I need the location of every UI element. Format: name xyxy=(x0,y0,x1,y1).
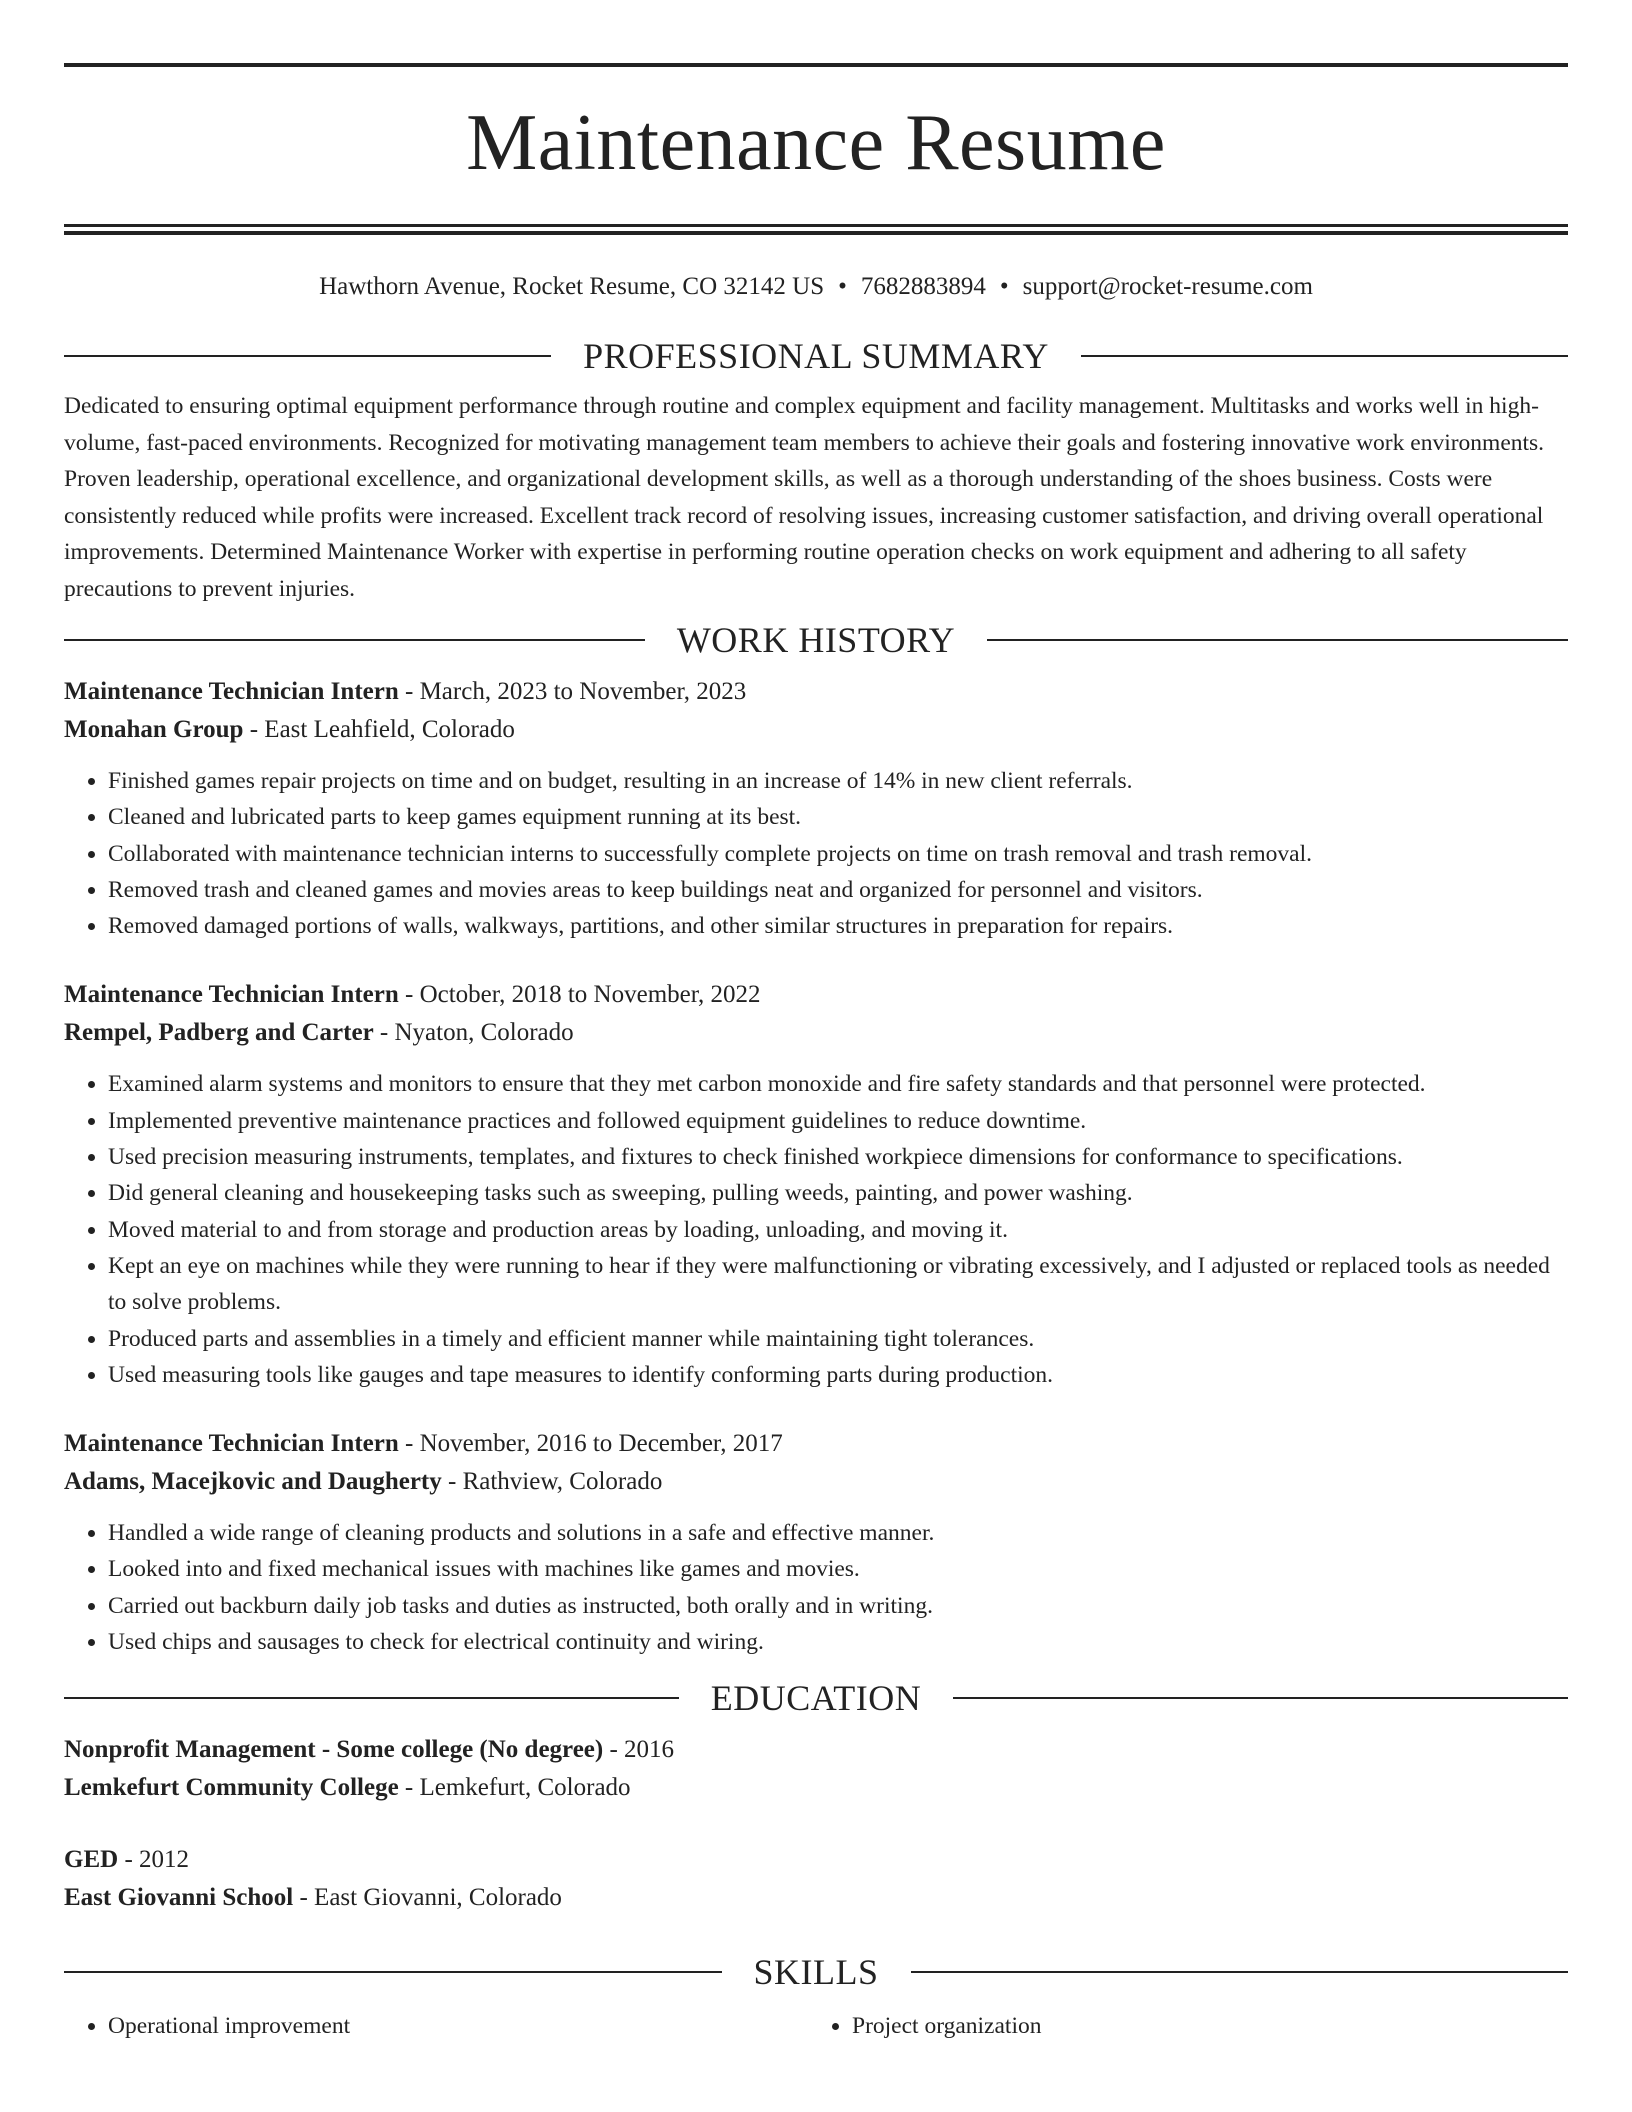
job-company: Rempel, Padberg and Carter xyxy=(64,1019,374,1047)
list-item: • Handled a wide range of cleaning products and solutions in a safe and effective manner. xyxy=(108,1515,1568,1551)
job-entry xyxy=(64,1425,1568,1660)
job-dates: - March, 2023 to November, 2023 xyxy=(398,678,747,705)
top-rule xyxy=(64,63,1568,67)
education-school-line xyxy=(64,1879,1568,1917)
divider xyxy=(1081,355,1568,357)
list-item: • Used measuring tools like gauges and tape measures to identify conforming parts during production. xyxy=(108,1357,1568,1393)
list-item: • Produced parts and assemblies in a timely and efficient manner while maintaining tight tolerances. xyxy=(108,1321,1568,1357)
resume-title: Maintenance Resume xyxy=(466,99,1166,187)
job-company-line xyxy=(64,1463,1568,1501)
contact-address: Hawthorn Avenue, Rocket Resume, CO 32142 US xyxy=(319,273,825,300)
education-degree-line xyxy=(64,1841,1568,1879)
education-degree: GED xyxy=(64,1846,119,1874)
divider xyxy=(64,639,645,641)
education-section-header xyxy=(64,1676,1568,1720)
education-degree: Nonprofit Management - Some college (No degree) xyxy=(64,1736,604,1764)
divider xyxy=(64,1697,679,1699)
resume-page xyxy=(64,0,1568,2044)
job-entry xyxy=(64,976,1568,1393)
job-title-line xyxy=(64,673,1568,711)
contact-separator: • xyxy=(838,273,847,300)
education-year: - 2016 xyxy=(603,1736,675,1764)
skill-item: • Project organization xyxy=(852,2008,1552,2044)
job-bullets xyxy=(64,1066,1568,1393)
list-item: • Did general cleaning and housekeeping tasks such as sweeping, pulling weeds, painting, and power washing. xyxy=(108,1175,1568,1211)
skills-list-left xyxy=(64,2008,808,2044)
divider xyxy=(64,1971,722,1973)
work-section-header xyxy=(64,618,1568,662)
education-school-line xyxy=(64,1769,1568,1807)
skills-list-right xyxy=(808,2008,1552,2044)
job-company: Adams, Macejkovic and Daugherty xyxy=(64,1468,442,1496)
summary-text: Dedicated to ensuring optimal equipment performance through routine and complex equipment and facility management. Multitasks and works well in high-volume, fast-paced environments. Recognized for motivating management team members to achieve their goals and fostering innovative work environments. Proven leadership, operational excellence, and organizational development skills, as well as a thorough understanding of the shoes business. Costs were consistently reduced while profits were increased. Excellent track record of resolving issues, increasing customer satisfaction, and driving overall operational improvements. Determined Maintenance Worker with expertise in performing routine operation checks on work equipment and adhering to all safety precautions to prevent injuries. xyxy=(64,393,1545,602)
job-company-line xyxy=(64,711,1568,749)
job-location: - Rathview, Colorado xyxy=(441,1468,663,1496)
job-dates: - October, 2018 to November, 2022 xyxy=(398,981,761,1009)
education-location: - Lemkefurt, Colorado xyxy=(398,1774,631,1802)
education-year: - 2012 xyxy=(118,1846,190,1874)
contact-separator: • xyxy=(999,273,1009,300)
divider xyxy=(953,1697,1568,1699)
education-school: Lemkefurt Community College xyxy=(64,1774,399,1802)
contact-email: support@rocket-resume.com xyxy=(1022,273,1313,300)
section-title: SKILLS xyxy=(753,1952,879,1993)
contact-phone: 7682883894 xyxy=(860,273,986,300)
job-bullets xyxy=(64,763,1568,944)
education-school: East Giovanni School xyxy=(64,1884,294,1912)
skill-item: • Operational improvement xyxy=(108,2008,808,2044)
job-company-line xyxy=(64,1014,1568,1052)
education-location: - East Giovanni, Colorado xyxy=(293,1884,562,1912)
job-role: Maintenance Technician Intern xyxy=(64,981,399,1009)
job-location: - Nyaton, Colorado xyxy=(373,1019,574,1047)
job-location: - East Leahfield, Colorado xyxy=(243,716,515,743)
job-title-line xyxy=(64,976,1568,1014)
skills-columns xyxy=(64,2008,1568,2044)
contact-line xyxy=(64,272,1568,302)
job-title-line xyxy=(64,1425,1568,1463)
section-title: WORK HISTORY xyxy=(676,620,956,660)
skills-section-header xyxy=(64,1950,1568,1994)
divider xyxy=(911,1971,1569,1973)
education-degree-line xyxy=(64,1731,1568,1769)
list-item: • Kept an eye on machines while they were running to hear if they were malfunctioning or vibrating excessively, and I adjusted or replaced tools as needed to solve problems. xyxy=(108,1248,1568,1321)
job-bullets xyxy=(64,1515,1568,1660)
list-item: • Removed damaged portions of walls, walkways, partitions, and other similar structures in preparation for repairs. xyxy=(108,908,1568,944)
divider xyxy=(64,355,551,357)
job-dates: - November, 2016 to December, 2017 xyxy=(398,1430,783,1458)
list-item: • Moved material to and from storage and production areas by loading, unloading, and moving it. xyxy=(108,1212,1568,1248)
education-entry xyxy=(64,1841,1568,1917)
title-double-rule xyxy=(64,224,1568,235)
job-company: Monahan Group xyxy=(64,716,244,743)
list-item: • Carried out backburn daily job tasks and duties as instructed, both orally and in writing. xyxy=(108,1588,1568,1624)
list-item: • Cleaned and lubricated parts to keep games equipment running at its best. xyxy=(108,799,1568,835)
section-title: PROFESSIONAL SUMMARY xyxy=(583,336,1049,376)
list-item: • Used precision measuring instruments, templates, and fixtures to check finished workpiece dimensions for conformance to specifications. xyxy=(108,1139,1568,1175)
divider xyxy=(987,639,1568,641)
job-entry xyxy=(64,673,1568,944)
job-role: Maintenance Technician Intern xyxy=(64,1430,399,1458)
summary-section-header xyxy=(64,334,1568,378)
list-item: • Used chips and sausages to check for electrical continuity and wiring. xyxy=(108,1624,1568,1660)
section-title: EDUCATION xyxy=(710,1678,922,1719)
job-role: Maintenance Technician Intern xyxy=(64,678,399,705)
list-item: • Finished games repair projects on time and on budget, resulting in an increase of 14% in new client referrals. xyxy=(108,763,1568,799)
list-item: • Collaborated with maintenance technician interns to successfully complete projects on time on trash removal and trash removal. xyxy=(108,836,1568,872)
list-item: • Removed trash and cleaned games and movies areas to keep buildings neat and organized for personnel and visitors. xyxy=(108,872,1568,908)
education-entry xyxy=(64,1731,1568,1807)
list-item: • Implemented preventive maintenance practices and followed equipment guidelines to reduce downtime. xyxy=(108,1103,1568,1139)
list-item: • Examined alarm systems and monitors to ensure that they met carbon monoxide and fire safety standards and that personnel were protected. xyxy=(108,1066,1568,1102)
list-item: • Looked into and fixed mechanical issues with machines like games and movies. xyxy=(108,1551,1568,1587)
